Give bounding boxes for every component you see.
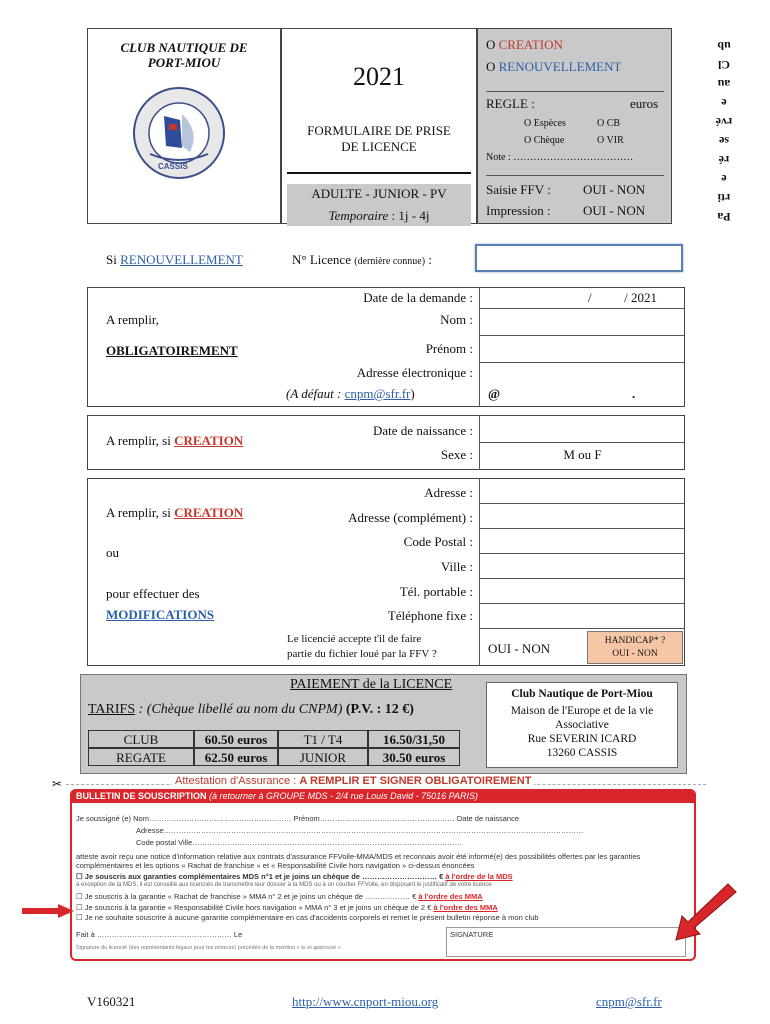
tarifs-label: TARIFS — [88, 702, 136, 717]
row-divider — [479, 628, 685, 629]
pv-text: (P.V. : 12 €) — [345, 702, 414, 717]
portable-label: Tél. portable : — [399, 584, 473, 599]
side-text-0: Pa — [717, 210, 731, 224]
nom-field[interactable] — [480, 309, 685, 335]
side-text-5: rvé — [715, 115, 733, 129]
arrow-signature-icon — [668, 878, 738, 946]
licence-label — [292, 252, 432, 268]
tarif-cell: T1 / T4 — [278, 730, 368, 748]
creation-option: CREATION — [498, 37, 563, 52]
address-line3: Rue SEVERIN ICARD — [527, 733, 637, 745]
vir-option[interactable]: O VIR — [597, 135, 624, 146]
email-default — [286, 386, 415, 402]
date-demande-field[interactable]: / / 2021 — [588, 290, 657, 305]
address-line4: 13260 CASSIS — [546, 747, 618, 759]
section3-ou: ou — [106, 545, 119, 560]
section2-left — [106, 433, 243, 449]
tarif-cell: JUNIOR — [278, 748, 368, 766]
insurance-banner — [70, 789, 696, 803]
admin-note[interactable]: Note : ……………………………… — [486, 152, 634, 163]
banner-note: (à retourner à GROUPE MDS - 2/4 rue Louis David - 75016 PARIS) — [209, 791, 478, 801]
complement-label: Adresse (complément) : — [348, 510, 473, 525]
side-text-4: se — [719, 134, 729, 148]
licence-label-text: N° Licence — [292, 252, 351, 267]
section3-pour: pour effectuer des — [106, 586, 200, 601]
temporaire — [287, 208, 471, 224]
email-at: @ — [488, 386, 501, 401]
signature-label: SIGNATURE — [450, 930, 494, 939]
admin-divider-1 — [486, 91, 664, 92]
handicap-line1: HANDICAP* ? — [604, 636, 666, 646]
email-default-prefix: (A défaut : — [286, 386, 342, 401]
opt3-text: ☐ Je souscris à la garantie « Responsabilité Civile hors navigation » MMA n° 3 et je joins un chèque de 2 € — [76, 903, 432, 912]
handicap-line2: OUI - NON — [612, 649, 658, 659]
nom-label: Nom : — [440, 312, 473, 327]
side-text-9: ub — [717, 39, 731, 53]
renouvellement-circle[interactable]: O — [486, 59, 496, 74]
insurance-fait[interactable]: Fait à ……………………………………………… Le — [76, 930, 243, 939]
adresse-field[interactable] — [480, 479, 685, 503]
insurance-row2[interactable]: Adresse…………………………………………………………………………………………………………………………………………………… — [136, 826, 584, 835]
fixe-field[interactable] — [480, 604, 685, 628]
side-text-8: Cl — [718, 58, 730, 72]
attestation-title — [172, 775, 534, 787]
email-default-suffix: ) — [410, 386, 415, 401]
renouvellement-option: RENOUVELLEMENT — [498, 59, 622, 74]
side-text-1: rti — [717, 191, 731, 205]
opt2-red: à l'ordre des MMA — [418, 892, 483, 901]
insurance-footer-note: Signature du licencié (des représentants légaux pour les mineurs) précédée de la mention « lu et approuvé » — [76, 945, 341, 951]
date-demande-label: Date de la demande : — [363, 290, 473, 305]
side-text-3: ré — [718, 153, 730, 167]
adresse-label: Adresse : — [424, 485, 473, 500]
section1-left-line2: OBLIGATOIREMENT — [106, 343, 238, 358]
impression-value[interactable]: OUI - NON — [583, 203, 646, 218]
reserved-club-vertical — [694, 36, 754, 226]
prenom-field[interactable] — [480, 336, 685, 362]
row-divider — [479, 362, 685, 363]
portable-field[interactable] — [480, 579, 685, 603]
saisie-label: Saisie FFV : — [486, 182, 551, 197]
arrow-left-icon — [22, 904, 74, 918]
logo-text-bottom: CASSIS — [158, 162, 188, 171]
tarif-cell: 60.50 euros — [194, 730, 278, 748]
insurance-row3[interactable]: Code postal Ville……………………………………………………………………………………………… — [136, 838, 463, 847]
creation-circle[interactable]: O — [486, 37, 496, 52]
renouvellement-row-label — [106, 252, 243, 268]
default-email-link[interactable]: cnpm@sfr.fr — [344, 386, 411, 401]
cp-field[interactable] — [480, 529, 685, 553]
attestation-emphasis: A REMPLIR ET SIGNER OBLIGATOIREMENT — [299, 775, 532, 787]
fichier-answer[interactable]: OUI - NON — [488, 641, 551, 656]
club-name-line2: PORT-MIOU — [147, 55, 221, 70]
form-title — [281, 123, 477, 155]
tarif-cell: 16.50/31,50 — [368, 730, 460, 748]
address-name: Club Nautique de Port-Miou — [511, 688, 653, 700]
prenom-label: Prénom : — [425, 341, 473, 356]
club-name — [87, 40, 281, 70]
address-line1: Maison de l'Europe et de la vie — [510, 705, 654, 717]
footer-email-link[interactable]: cnpm@sfr.fr — [596, 994, 662, 1009]
insurance-opt1[interactable] — [76, 872, 513, 881]
opt2-text: ☐ Je souscris à la garantie « Rachat de franchise » MMA n° 2 et je joins un chèque de ……………… € — [76, 892, 417, 901]
section3-modifications: MODIFICATIONS — [106, 607, 215, 622]
side-text-7: au — [717, 77, 731, 91]
fichier-question — [287, 632, 474, 662]
row-divider — [479, 442, 685, 443]
tarif-cell: REGATE — [88, 748, 194, 766]
licence-colon: : — [428, 252, 432, 267]
email-field[interactable] — [500, 384, 670, 404]
si-text: Si — [106, 252, 117, 267]
naissance-field[interactable] — [480, 416, 685, 442]
insurance-row1[interactable]: Je soussigné (e) Nom………………………………………………… Prénom……………………………………………… Date de naissance — [76, 814, 519, 823]
cp-label: Code Postal : — [403, 534, 473, 549]
sexe-field[interactable]: M ou F — [563, 447, 602, 462]
licence-note: (dernière connue) — [354, 256, 426, 267]
especes-option[interactable]: O Espèces — [524, 118, 566, 129]
handicap-box[interactable] — [587, 631, 683, 664]
insurance-opt3[interactable] — [76, 903, 498, 912]
scissors-icon: ✂ — [52, 777, 63, 791]
club-address-box — [486, 682, 678, 768]
opt1-red: à l'ordre de la MDS — [445, 872, 513, 881]
licence-number-input[interactable] — [475, 244, 683, 272]
fichier-line1: Le licencié accepte t'il de faire — [287, 633, 422, 645]
insurance-text2: complémentaires et les options « Rachat de franchise » et « Responsabilité Civile hors navigation » ci-dessus énoncées — [76, 861, 475, 870]
form-title-line1: FORMULAIRE DE PRISE — [307, 123, 451, 138]
admin-divider-2 — [486, 175, 664, 176]
opt1-text: ☐ Je souscris aux garanties complémentaires MDS n°1 et je joins un chèque de ………………………… € — [76, 872, 444, 881]
email-dot: . — [632, 386, 636, 401]
section2-creation: CREATION — [174, 433, 244, 448]
form-year: 2021 — [353, 62, 405, 91]
fixe-label: Téléphone fixe : — [387, 608, 473, 623]
cb-option[interactable]: O CB — [597, 118, 621, 129]
section2-left-prefix: A remplir, si — [106, 433, 171, 448]
section3-creation: CREATION — [174, 505, 244, 520]
impression-label: Impression : — [486, 203, 551, 218]
tarif-cell: 30.50 euros — [368, 748, 460, 766]
banner-title: BULLETIN DE SOUSCRIPTION — [76, 791, 207, 801]
naissance-label: Date de naissance : — [373, 423, 473, 438]
ville-label: Ville : — [440, 559, 473, 574]
tarifs-text: : (Chèque libellé au nom du CNPM) — [138, 702, 343, 717]
section1-left-line1: A remplir, — [106, 312, 159, 327]
opt3-red: à l'ordre des MMA — [433, 903, 498, 912]
tarif-cell: 62.50 euros — [194, 748, 278, 766]
fichier-line2: partie du fichier loué par la FFV ? — [287, 648, 437, 660]
side-text-2: e — [721, 172, 727, 186]
side-text-6: e — [721, 96, 727, 110]
footer-website-link[interactable]: http://www.cnport-miou.org — [292, 994, 439, 1009]
temporaire-label: Temporaire — [328, 208, 389, 223]
title-divider — [287, 172, 471, 174]
insurance-text1: atteste avoir reçu une notice d'information relative aux contrats d'assurance FFVoile-MMA/MDS et reconnais avoir été informé(e) des possibilités offertes par les garanties — [76, 852, 641, 861]
address-line2: Associative — [555, 719, 609, 731]
saisie-value[interactable]: OUI - NON — [583, 182, 646, 197]
insurance-opt2[interactable] — [76, 892, 483, 901]
insurance-opt4[interactable]: ☐ Je ne souhaite souscrire à aucune garantie complémentaire en cas d'accidents corporels et remet le présent bulletin réponse à mon club — [76, 913, 539, 922]
regle-unit: euros — [630, 96, 659, 111]
club-name-line1: CLUB NAUTIQUE DE — [120, 40, 248, 55]
tarifs-line — [88, 702, 414, 718]
regle-label: REGLE : — [486, 96, 535, 111]
attestation-prefix: Attestation d'Assurance : — [175, 775, 297, 787]
complement-field[interactable] — [480, 504, 685, 528]
section3-left-prefix: A remplir, si — [106, 505, 171, 520]
admin-renouvellement — [486, 59, 621, 75]
temporaire-values: : 1j - 4j — [391, 208, 430, 223]
email-label: Adresse électronique : — [356, 365, 473, 380]
categories: ADULTE - JUNIOR - PV — [311, 186, 447, 201]
section3-left-line1 — [106, 505, 243, 521]
insurance-opt1-note: à exception de la MDS, il est conseillé aux licenciés de transmettre leur dossier à la MDS ou à un courtier FFVoile, en disposant le justificatif de votre licence — [76, 882, 492, 888]
sexe-label: Sexe : — [440, 447, 473, 462]
ville-field[interactable] — [480, 554, 685, 578]
tarif-cell: CLUB — [88, 730, 194, 748]
footer-version: V160321 — [87, 994, 136, 1009]
form-title-line2: DE LICENCE — [341, 139, 417, 154]
payment-title: PAIEMENT de la LICENCE — [290, 677, 453, 692]
cheque-option[interactable]: O Chèque — [524, 135, 565, 146]
renouvellement-text: RENOUVELLEMENT — [120, 252, 243, 267]
admin-creation — [486, 37, 563, 53]
